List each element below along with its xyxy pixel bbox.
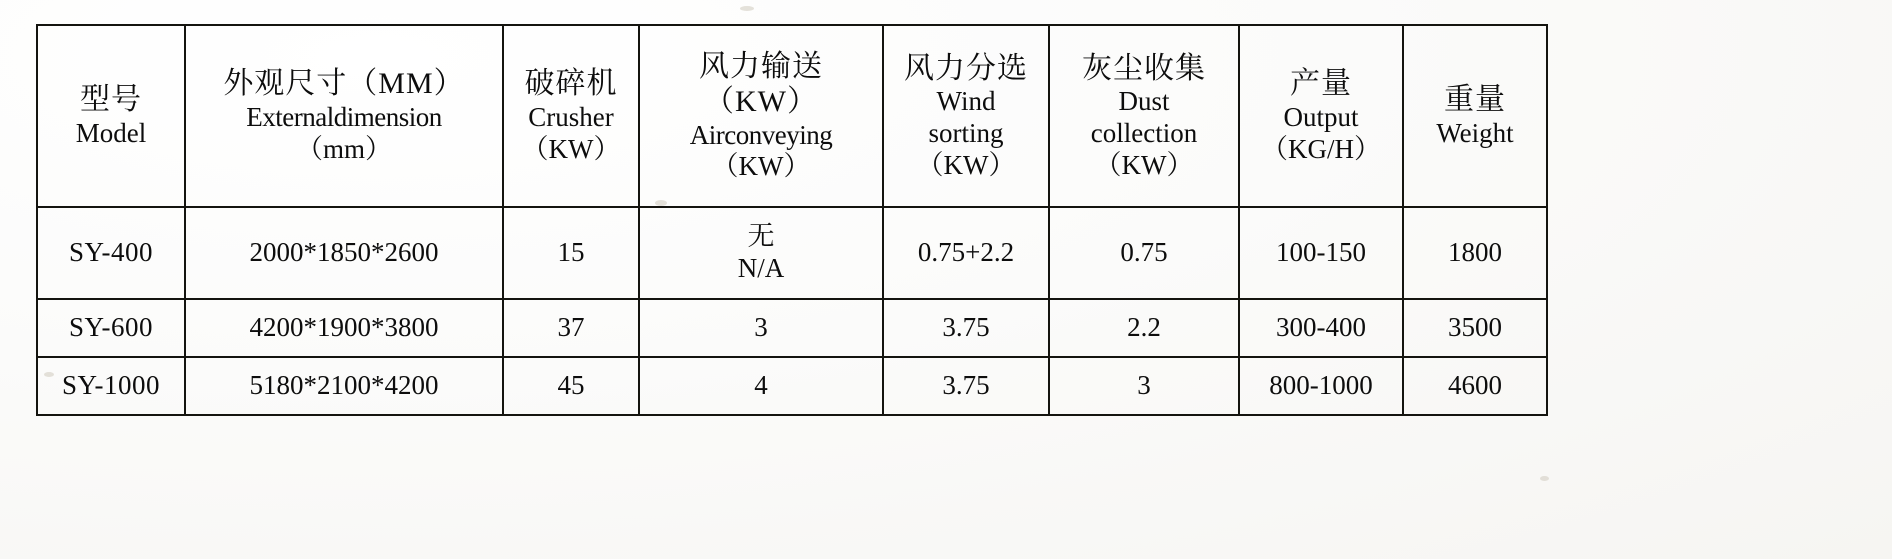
header-en-model: Model [75, 117, 147, 148]
header-en-crusher-unit: （KW） [521, 133, 621, 164]
header-en-output-unit: （KG/H） [1261, 133, 1381, 164]
column-header-wind-sorting [883, 25, 1049, 207]
header-cn-air-conveying: 风力输送 [699, 49, 823, 83]
header-cn-dimension: 外观尺寸（MM） [223, 67, 465, 101]
cell-dust-collection: 2.2 [1049, 299, 1239, 357]
header-cn-wind-sorting: 风力分选 [904, 51, 1028, 85]
cell-weight: 1800 [1403, 207, 1547, 299]
column-header-output [1239, 25, 1403, 207]
header-en-dimension: Externaldimension [246, 101, 442, 132]
cell-model: SY-400 [37, 207, 185, 299]
table-row [37, 299, 1547, 357]
header-cn-weight: 重量 [1444, 83, 1506, 117]
table-row [37, 207, 1547, 299]
header-en-weight: Weight [1436, 117, 1514, 148]
column-header-dust-collection [1049, 25, 1239, 207]
header-en-dust-collection-unit: （KW） [1094, 149, 1194, 180]
cell-dimension: 2000*1850*2600 [185, 207, 503, 299]
table-row [37, 357, 1547, 415]
header-en-wind: Wind [936, 85, 996, 116]
cell-dimension: 4200*1900*3800 [185, 299, 503, 357]
scan-speck [1540, 476, 1549, 481]
cell-wind-sorting: 0.75+2.2 [883, 207, 1049, 299]
cell-model: SY-1000 [37, 357, 185, 415]
cell-air-conveying: 4 [639, 357, 883, 415]
cell-wind-sorting: 3.75 [883, 299, 1049, 357]
header-en-crusher: Crusher [528, 101, 614, 132]
column-header-model [37, 25, 185, 207]
cell-dimension: 5180*2100*4200 [185, 357, 503, 415]
cell-model: SY-600 [37, 299, 185, 357]
header-en-sorting: sorting [928, 117, 1004, 148]
scan-speck [740, 6, 754, 11]
header-cn-crusher: 破碎机 [524, 67, 618, 101]
header-en-collection: collection [1090, 117, 1198, 148]
header-en-dimension-unit: （mm） [295, 133, 392, 164]
cell-crusher: 37 [503, 299, 639, 357]
table-header [37, 25, 1547, 207]
header-en-air-conveying: Airconveying [689, 119, 833, 150]
header-en-output: Output [1283, 101, 1359, 132]
table-body [37, 207, 1547, 415]
column-header-external-dimension [185, 25, 503, 207]
cell-crusher: 15 [503, 207, 639, 299]
specification-table-container [36, 24, 1546, 416]
cell-output: 800-1000 [1239, 357, 1403, 415]
cell-weight: 3500 [1403, 299, 1547, 357]
header-en-wind-sorting-unit: （KW） [916, 149, 1016, 180]
header-cn-output: 产量 [1290, 67, 1352, 101]
specification-table [36, 24, 1548, 416]
cell-dust-collection: 3 [1049, 357, 1239, 415]
cell-wind-sorting: 3.75 [883, 357, 1049, 415]
header-cn-dust-collection: 灰尘收集 [1082, 51, 1206, 85]
cell-air-conveying [639, 207, 883, 299]
cell-air-conveying: 3 [639, 299, 883, 357]
cell-air-conveying-en: N/A [737, 253, 785, 283]
column-header-weight [1403, 25, 1547, 207]
cell-dust-collection: 0.75 [1049, 207, 1239, 299]
header-en-air-conveying-unit: （KW） [711, 151, 811, 182]
cell-output: 100-150 [1239, 207, 1403, 299]
column-header-air-conveying [639, 25, 883, 207]
header-cn-model: 型号 [80, 83, 142, 117]
cell-output: 300-400 [1239, 299, 1403, 357]
cell-crusher: 45 [503, 357, 639, 415]
column-header-crusher [503, 25, 639, 207]
table-header-row [37, 25, 1547, 207]
cell-air-conveying-cn: 无 [747, 221, 775, 252]
header-en-dust: Dust [1118, 85, 1170, 116]
cell-weight: 4600 [1403, 357, 1547, 415]
header-cn-air-conveying-unit: （KW） [704, 85, 818, 119]
